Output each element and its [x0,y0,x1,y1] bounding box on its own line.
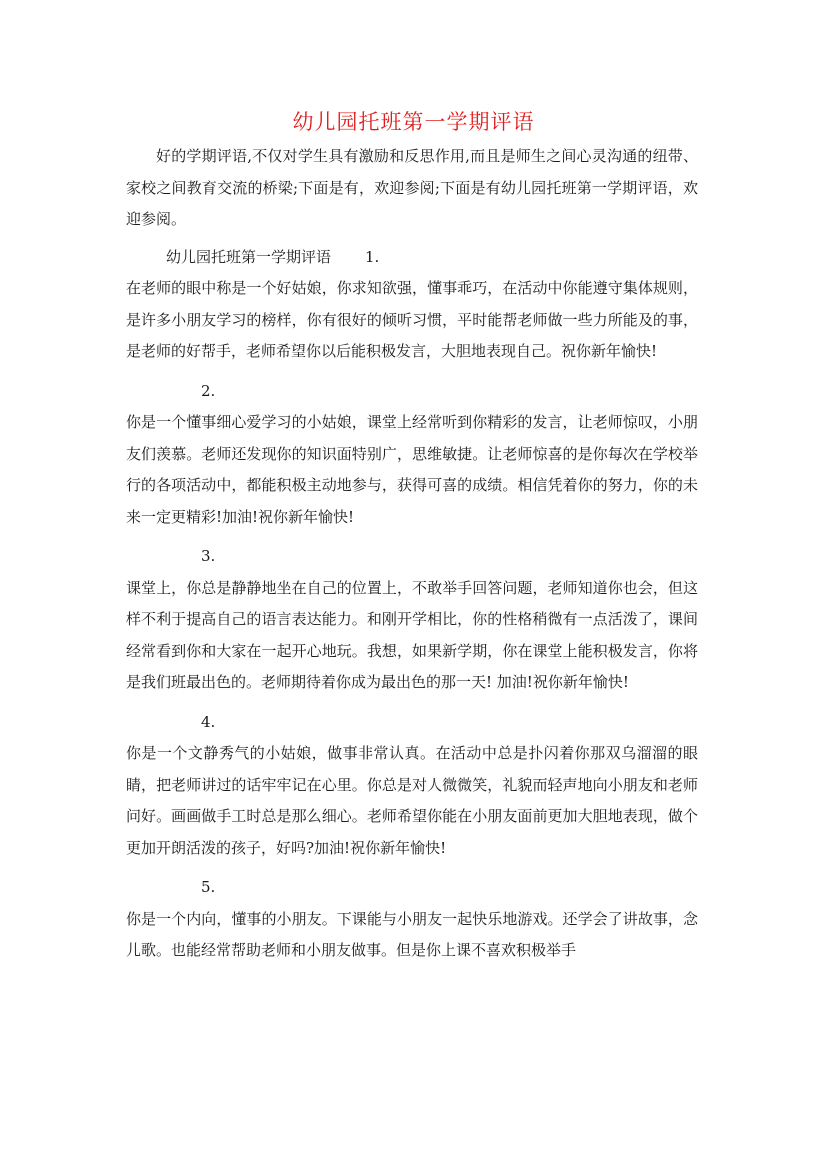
comment-paragraph: 你是一个文静秀气的小姑娘，做事非常认真。在活动中总是扑闪着你那双乌溜溜的眼睛，把老师讲过的话牢牢记在心里。你总是对人微微笑，礼貌而轻声地向小朋友和老师问好。画画做手工时总是那么细心。老师希望你能在小朋友面前更加大胆地表现，做个更加开朗活泼的孩子，好吗?加油!祝你新年愉快! [126,744,698,857]
page-title: 幼儿园托班第一学期评语 [292,110,535,134]
intro-paragraph: 好的学期评语,不仅对学生具有激励和反思作用,而且是师生之间心灵沟通的纽带、家校之间教育交流的桥梁;下面是有，欢迎参阅;下面是有幼儿园托班第一学期评语，欢迎参阅。 [126,147,698,228]
comment-number: 5. [201,878,216,896]
comment-number: 4. [201,712,216,731]
comment-number: 3. [201,547,216,565]
document-body [126,141,698,967]
section-heading: 幼儿园托班第一学期评语 [166,247,332,266]
comment-number: 1. [365,247,380,266]
comment-paragraph: 你是一个内向，懂事的小朋友。下课能与小朋友一起快乐地游戏。还学会了讲故事，念儿歌。也能经常帮助老师和小朋友做事。但是你上课不喜欢积极举手 [126,909,698,959]
comment-number: 2. [201,381,216,400]
comment-paragraph: 课堂上，你总是静静地坐在自己的位置上，不敢举手回答问题，老师知道你也会，但这样不利于提高自己的语言表达能力。和刚开学相比，你的性格稍微有一点活泼了，课间经常看到你和大家在一起开心地玩。我想，如果新学期，你在课堂上能积极发言，你将是我们班最出色的。老师期待着你成为最出色的那一天! 加油!祝你新年愉快! [126,578,698,691]
comment-paragraph: 在老师的眼中称是一个好姑娘，你求知欲强，懂事乖巧，在活动中你能遵守集体规则，是许多小朋友学习的榜样，你有很好的倾听习惯，平时能帮老师做一些力所能及的事，是老师的好帮手，老师希望你以后能积极发言，大胆地表现自己。祝你新年愉快! [126,279,698,360]
comment-paragraph: 你是一个懂事细心爱学习的小姑娘，课堂上经常听到你精彩的发言，让老师惊叹，小朋友们羡慕。老师还发现你的知识面特别广，思维敏捷。让老师惊喜的是你每次在学校举行的各项活动中，都能积极主动地参与，获得可喜的成绩。相信凭着你的努力，你的未来一定更精彩!加油!祝你新年愉快! [126,413,698,526]
section-heading-line [126,242,698,274]
